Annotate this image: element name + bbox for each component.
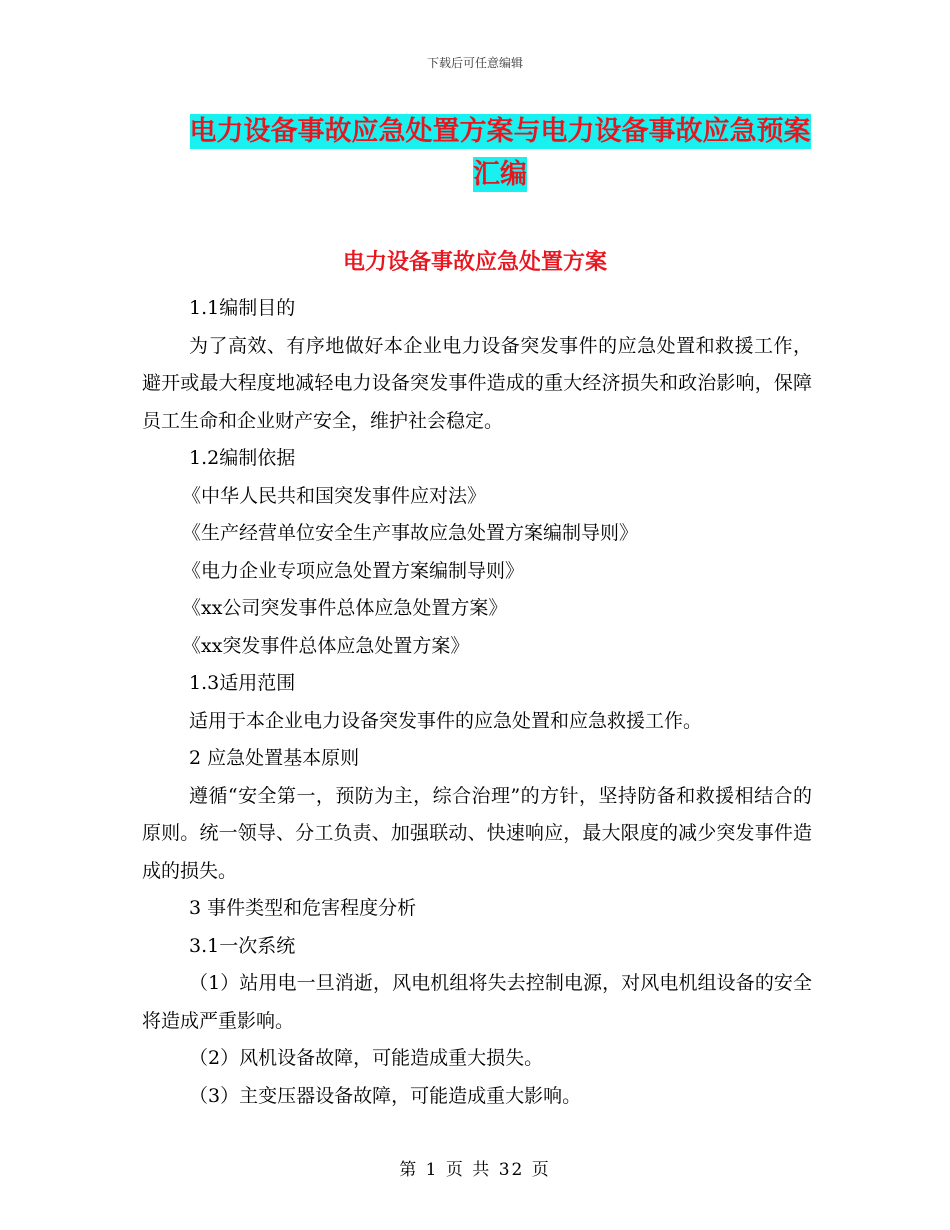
page-footer: 第 1 页 共 32 页 xyxy=(399,1160,551,1180)
paragraph-purpose: 为了高效、有序地做好本企业电力设备突发事件的应急处置和救援工作，避开或最大程度地减轻电力设备突发事件造成的重大经济损失和政治影响，保障员工生命和企业财产安全，维护社会稳定。 xyxy=(142,334,812,432)
heading-3-1: 3.1一次系统 xyxy=(189,934,296,957)
heading-2: 2 应急处置基本原则 xyxy=(189,747,360,769)
paragraph-principles: 遵循“安全第一，预防为主，综合治理”的方针，坚持防备和救援相结合的原则。统一领导、分工负责、加强联动、快速响应，最大限度的减少突发事件造成的损失。 xyxy=(142,784,812,882)
body-text xyxy=(142,290,812,1115)
list-item: （2）风机设备故障，可能造成重大损失。 xyxy=(189,1047,544,1069)
reference-item: 《中华人民共和国突发事件应对法》 xyxy=(182,484,487,507)
main-title-line-1 xyxy=(130,110,870,154)
heading-1-3: 1.3适用范围 xyxy=(189,672,296,694)
list-item: （3）主变压器设备故障，可能造成重大影响。 xyxy=(189,1084,582,1107)
paragraph-scope: 适用于本企业电力设备突发事件的应急处置和应急救援工作。 xyxy=(189,709,703,732)
reference-item: 《电力企业专项应急处置方案编制导则》 xyxy=(182,559,525,582)
section-title: 电力设备事故应急处置方案 xyxy=(342,250,607,275)
heading-1-2: 1.2编制依据 xyxy=(189,447,296,469)
reference-item: 《xx突发事件总体应急处置方案》 xyxy=(182,634,470,657)
list-item: （1）站用电一旦消逝，风电机组将失去控制电源，对风电机组设备的安全将造成严重影响。 xyxy=(142,972,812,1032)
heading-1-1: 1.1编制目的 xyxy=(189,297,296,319)
main-title-line-2 xyxy=(130,153,870,197)
heading-3: 3 事件类型和危害程度分析 xyxy=(189,897,417,919)
main-title-line-2-text: 汇编 xyxy=(473,159,527,190)
main-title-line-1-text: 电力设备事故应急处置方案与电力设备事故应急预案 xyxy=(189,116,811,147)
reference-item: 《xx公司突发事件总体应急处置方案》 xyxy=(182,597,508,619)
header-note: 下载后可任意编辑 xyxy=(426,56,523,70)
reference-item: 《生产经营单位安全生产事故应急处置方案编制导则》 xyxy=(182,522,639,544)
